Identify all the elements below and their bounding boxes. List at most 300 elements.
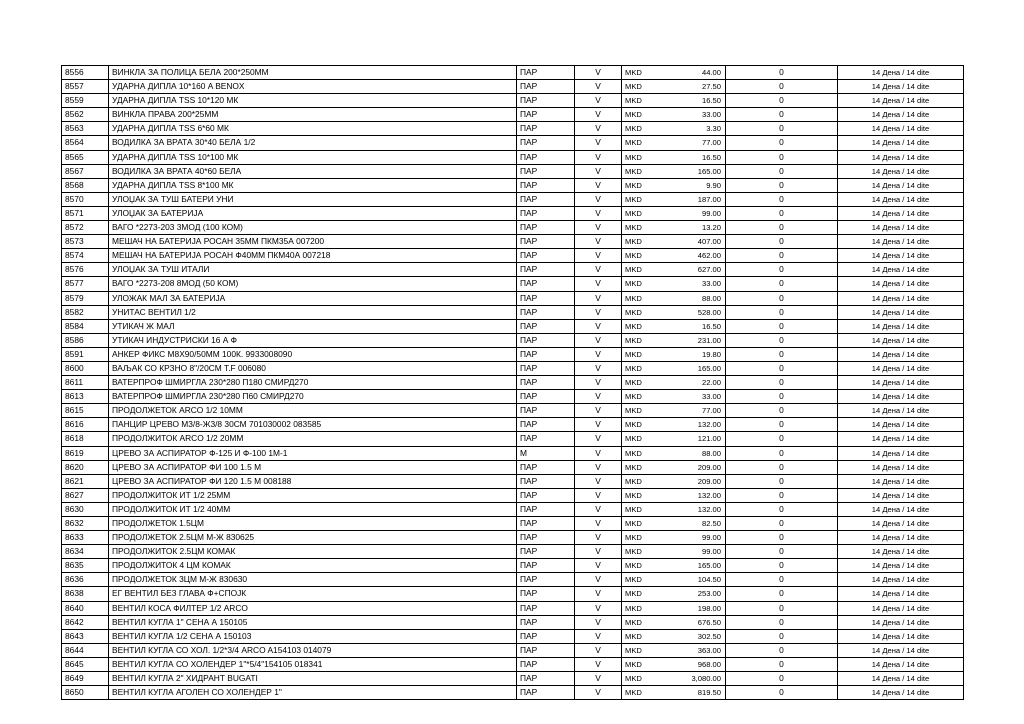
- unit-cell: ПАР: [517, 164, 575, 178]
- price-cell: 302.50: [654, 629, 726, 643]
- delivery-term-cell: 14 Дена / 14 dite: [838, 587, 964, 601]
- item-name-cell: УТИКАЧ Ж МАЛ: [109, 319, 517, 333]
- price-cell: 198.00: [654, 601, 726, 615]
- flag-cell: V: [575, 347, 622, 361]
- unit-cell: ПАР: [517, 376, 575, 390]
- flag-cell: V: [575, 122, 622, 136]
- quantity-cell: 0: [726, 150, 838, 164]
- currency-cell: MKD: [622, 221, 655, 235]
- unit-cell: ПАР: [517, 601, 575, 615]
- table-row: [62, 672, 964, 686]
- delivery-term-cell: 14 Дена / 14 dite: [838, 488, 964, 502]
- flag-cell: V: [575, 601, 622, 615]
- price-cell: 3,080.00: [654, 672, 726, 686]
- delivery-term-cell: 14 Дена / 14 dite: [838, 643, 964, 657]
- delivery-term-cell: 14 Дена / 14 dite: [838, 319, 964, 333]
- item-code-cell: 8621: [62, 474, 109, 488]
- flag-cell: V: [575, 573, 622, 587]
- table-row: [62, 122, 964, 136]
- currency-cell: MKD: [622, 136, 655, 150]
- unit-cell: ПАР: [517, 206, 575, 220]
- item-code-cell: 8586: [62, 333, 109, 347]
- unit-cell: ПАР: [517, 277, 575, 291]
- item-code-cell: 8576: [62, 263, 109, 277]
- item-name-cell: МЕШАЧ НА БАТЕРИЈА РОСАН Ф40ММ ПКМ40А 007218: [109, 249, 517, 263]
- table-row: [62, 150, 964, 164]
- quantity-cell: 0: [726, 108, 838, 122]
- unit-cell: ПАР: [517, 221, 575, 235]
- flag-cell: V: [575, 66, 622, 80]
- table-row: [62, 108, 964, 122]
- table-row: [62, 573, 964, 587]
- delivery-term-cell: 14 Дена / 14 dite: [838, 136, 964, 150]
- price-cell: 33.00: [654, 277, 726, 291]
- flag-cell: V: [575, 672, 622, 686]
- flag-cell: V: [575, 206, 622, 220]
- currency-cell: MKD: [622, 672, 655, 686]
- item-name-cell: ВЕНТИЛ КУГЛА 1/2 СЕНА А 150103: [109, 629, 517, 643]
- currency-cell: MKD: [622, 178, 655, 192]
- table-row: [62, 249, 964, 263]
- delivery-term-cell: 14 Дена / 14 dite: [838, 221, 964, 235]
- unit-cell: ПАР: [517, 672, 575, 686]
- unit-cell: ПАР: [517, 263, 575, 277]
- quantity-cell: 0: [726, 66, 838, 80]
- quantity-cell: 0: [726, 249, 838, 263]
- currency-cell: MKD: [622, 164, 655, 178]
- quantity-cell: 0: [726, 629, 838, 643]
- price-cell: 77.00: [654, 404, 726, 418]
- price-cell: 363.00: [654, 643, 726, 657]
- price-cell: 16.50: [654, 150, 726, 164]
- item-name-cell: ПРОДОЛЖЕТОК 1.5ЦМ: [109, 517, 517, 531]
- price-cell: 88.00: [654, 446, 726, 460]
- item-name-cell: УЛОЏАК ЗА ТУШ ИТАЛИ: [109, 263, 517, 277]
- unit-cell: ПАР: [517, 178, 575, 192]
- price-cell: 121.00: [654, 432, 726, 446]
- item-name-cell: УДАРНА ДИПЛА TSS 10*120 МК: [109, 94, 517, 108]
- delivery-term-cell: 14 Дена / 14 dite: [838, 390, 964, 404]
- flag-cell: V: [575, 319, 622, 333]
- item-code-cell: 8613: [62, 390, 109, 404]
- item-name-cell: АНКЕР ФИКС М8Х90/50ММ 100К. 9933008090: [109, 347, 517, 361]
- flag-cell: V: [575, 418, 622, 432]
- item-name-cell: ВАГО *2273-208 8МОД (50 КОМ): [109, 277, 517, 291]
- currency-cell: MKD: [622, 573, 655, 587]
- item-code-cell: 8559: [62, 94, 109, 108]
- price-cell: 9.90: [654, 178, 726, 192]
- table-row: [62, 66, 964, 80]
- currency-cell: MKD: [622, 347, 655, 361]
- flag-cell: V: [575, 263, 622, 277]
- delivery-term-cell: 14 Дена / 14 dite: [838, 686, 964, 700]
- quantity-cell: 0: [726, 277, 838, 291]
- item-name-cell: ПРОДОЛЖИТОК ИТ 1/2 25ММ: [109, 488, 517, 502]
- table-row: [62, 347, 964, 361]
- price-cell: 82.50: [654, 517, 726, 531]
- item-name-cell: ВАТЕРПРОФ ШМИРГЛА 230*280 П180 СМИРД270: [109, 376, 517, 390]
- table-row: [62, 164, 964, 178]
- quantity-cell: 0: [726, 390, 838, 404]
- table-row: [62, 94, 964, 108]
- item-code-cell: 8568: [62, 178, 109, 192]
- delivery-term-cell: 14 Дена / 14 dite: [838, 601, 964, 615]
- flag-cell: V: [575, 531, 622, 545]
- currency-cell: MKD: [622, 545, 655, 559]
- delivery-term-cell: 14 Дена / 14 dite: [838, 66, 964, 80]
- delivery-term-cell: 14 Дена / 14 dite: [838, 178, 964, 192]
- currency-cell: MKD: [622, 517, 655, 531]
- item-code-cell: 8640: [62, 601, 109, 615]
- unit-cell: ПАР: [517, 686, 575, 700]
- quantity-cell: 0: [726, 531, 838, 545]
- item-code-cell: 8584: [62, 319, 109, 333]
- table-row: [62, 531, 964, 545]
- item-name-cell: ВЕНТИЛ КУГЛА СО ХОЛЕНДЕР 1"*5/4"154105 018341: [109, 657, 517, 671]
- table-row: [62, 601, 964, 615]
- item-name-cell: ВАТЕРПРОФ ШМИРГЛА 230*280 П60 СМИРД270: [109, 390, 517, 404]
- currency-cell: MKD: [622, 559, 655, 573]
- item-code-cell: 8644: [62, 643, 109, 657]
- item-code-cell: 8570: [62, 192, 109, 206]
- table-row: [62, 559, 964, 573]
- delivery-term-cell: 14 Дена / 14 dite: [838, 517, 964, 531]
- unit-cell: ПАР: [517, 66, 575, 80]
- price-cell: 13.20: [654, 221, 726, 235]
- quantity-cell: 0: [726, 404, 838, 418]
- price-cell: 16.50: [654, 319, 726, 333]
- delivery-term-cell: 14 Дена / 14 dite: [838, 629, 964, 643]
- quantity-cell: 0: [726, 587, 838, 601]
- item-name-cell: ВОДИЛКА ЗА ВРАТА 40*60 БЕЛА: [109, 164, 517, 178]
- item-code-cell: 8611: [62, 376, 109, 390]
- price-cell: 676.50: [654, 615, 726, 629]
- price-cell: 209.00: [654, 460, 726, 474]
- table-row: [62, 263, 964, 277]
- flag-cell: V: [575, 221, 622, 235]
- item-name-cell: УЛОЏАК ЗА БАТЕРИЈА: [109, 206, 517, 220]
- item-code-cell: 8574: [62, 249, 109, 263]
- table-row: [62, 460, 964, 474]
- table-row: [62, 517, 964, 531]
- item-name-cell: ЦРЕВО ЗА АСПИРАТОР Ф-125 И Ф-100 1М-1: [109, 446, 517, 460]
- quantity-cell: 0: [726, 347, 838, 361]
- unit-cell: ПАР: [517, 319, 575, 333]
- price-cell: 104.50: [654, 573, 726, 587]
- table-row: [62, 178, 964, 192]
- item-code-cell: 8643: [62, 629, 109, 643]
- flag-cell: V: [575, 150, 622, 164]
- flag-cell: V: [575, 305, 622, 319]
- table-row: [62, 404, 964, 418]
- flag-cell: V: [575, 432, 622, 446]
- unit-cell: ПАР: [517, 517, 575, 531]
- item-name-cell: ЕГ ВЕНТИЛ БЕЗ ГЛАВА Ф+СПОЈК: [109, 587, 517, 601]
- price-list-table: [61, 65, 964, 700]
- price-cell: 132.00: [654, 502, 726, 516]
- delivery-term-cell: 14 Дена / 14 dite: [838, 460, 964, 474]
- item-name-cell: ВАГО *2273-203 3МОД (100 КОМ): [109, 221, 517, 235]
- delivery-term-cell: 14 Дена / 14 dite: [838, 235, 964, 249]
- quantity-cell: 0: [726, 460, 838, 474]
- currency-cell: MKD: [622, 587, 655, 601]
- flag-cell: V: [575, 277, 622, 291]
- item-name-cell: ПАНЦИР ЦРЕВО М3/8-Ж3/8 30СМ 701030002 083585: [109, 418, 517, 432]
- item-name-cell: МЕШАЧ НА БАТЕРИЈА РОСАН 35ММ ПКМ35А 007200: [109, 235, 517, 249]
- unit-cell: ПАР: [517, 629, 575, 643]
- currency-cell: MKD: [622, 235, 655, 249]
- unit-cell: ПАР: [517, 192, 575, 206]
- item-code-cell: 8563: [62, 122, 109, 136]
- item-code-cell: 8564: [62, 136, 109, 150]
- item-name-cell: ЦРЕВО ЗА АСПИРАТОР ФИ 120 1.5 М 008188: [109, 474, 517, 488]
- price-cell: 16.50: [654, 94, 726, 108]
- unit-cell: ПАР: [517, 291, 575, 305]
- currency-cell: MKD: [622, 94, 655, 108]
- item-code-cell: 8565: [62, 150, 109, 164]
- unit-cell: ПАР: [517, 432, 575, 446]
- quantity-cell: 0: [726, 502, 838, 516]
- currency-cell: MKD: [622, 460, 655, 474]
- delivery-term-cell: 14 Дена / 14 dite: [838, 277, 964, 291]
- quantity-cell: 0: [726, 291, 838, 305]
- item-code-cell: 8636: [62, 573, 109, 587]
- item-code-cell: 8567: [62, 164, 109, 178]
- item-name-cell: ВИНКЛА ПРАВА 200*25ММ: [109, 108, 517, 122]
- price-cell: 407.00: [654, 235, 726, 249]
- table-row: [62, 319, 964, 333]
- table-row: [62, 446, 964, 460]
- item-name-cell: ПРОДОЛЖЕТОК 2.5ЦМ М-Ж 830625: [109, 531, 517, 545]
- item-code-cell: 8582: [62, 305, 109, 319]
- flag-cell: V: [575, 80, 622, 94]
- item-name-cell: ПРОДОЛЖИТОК 2.5ЦМ КОМАК: [109, 545, 517, 559]
- flag-cell: V: [575, 192, 622, 206]
- item-name-cell: УЛОЖАК МАЛ ЗА БАТЕРИЈА: [109, 291, 517, 305]
- quantity-cell: 0: [726, 263, 838, 277]
- price-cell: 165.00: [654, 559, 726, 573]
- delivery-term-cell: 14 Дена / 14 dite: [838, 206, 964, 220]
- quantity-cell: 0: [726, 80, 838, 94]
- item-code-cell: 8633: [62, 531, 109, 545]
- table-row: [62, 361, 964, 375]
- currency-cell: MKD: [622, 249, 655, 263]
- flag-cell: V: [575, 502, 622, 516]
- flag-cell: V: [575, 291, 622, 305]
- quantity-cell: 0: [726, 446, 838, 460]
- quantity-cell: 0: [726, 517, 838, 531]
- flag-cell: V: [575, 517, 622, 531]
- currency-cell: MKD: [622, 80, 655, 94]
- currency-cell: MKD: [622, 122, 655, 136]
- table-row: [62, 545, 964, 559]
- item-name-cell: ВЕНТИЛ КУГЛА 1" СЕНА А 150105: [109, 615, 517, 629]
- currency-cell: MKD: [622, 376, 655, 390]
- flag-cell: V: [575, 460, 622, 474]
- item-name-cell: УДАРНА ДИПЛА TSS 8*100 МК: [109, 178, 517, 192]
- delivery-term-cell: 14 Дена / 14 dite: [838, 573, 964, 587]
- currency-cell: MKD: [622, 150, 655, 164]
- unit-cell: ПАР: [517, 573, 575, 587]
- flag-cell: V: [575, 488, 622, 502]
- currency-cell: MKD: [622, 390, 655, 404]
- flag-cell: V: [575, 249, 622, 263]
- item-code-cell: 8635: [62, 559, 109, 573]
- currency-cell: MKD: [622, 333, 655, 347]
- flag-cell: V: [575, 235, 622, 249]
- item-code-cell: 8572: [62, 221, 109, 235]
- table-row: [62, 474, 964, 488]
- unit-cell: ПАР: [517, 502, 575, 516]
- flag-cell: V: [575, 108, 622, 122]
- currency-cell: MKD: [622, 686, 655, 700]
- price-cell: 627.00: [654, 263, 726, 277]
- unit-cell: ПАР: [517, 136, 575, 150]
- unit-cell: ПАР: [517, 643, 575, 657]
- table-row: [62, 643, 964, 657]
- quantity-cell: 0: [726, 488, 838, 502]
- price-cell: 99.00: [654, 206, 726, 220]
- unit-cell: ПАР: [517, 305, 575, 319]
- item-code-cell: 8630: [62, 502, 109, 516]
- quantity-cell: 0: [726, 136, 838, 150]
- price-cell: 99.00: [654, 531, 726, 545]
- quantity-cell: 0: [726, 559, 838, 573]
- item-name-cell: ВАЉАК СО КРЗНО 8"/20СМ T.F 006080: [109, 361, 517, 375]
- delivery-term-cell: 14 Дена / 14 dite: [838, 672, 964, 686]
- currency-cell: MKD: [622, 192, 655, 206]
- table-row: [62, 235, 964, 249]
- unit-cell: ПАР: [517, 615, 575, 629]
- flag-cell: V: [575, 376, 622, 390]
- currency-cell: MKD: [622, 446, 655, 460]
- flag-cell: V: [575, 333, 622, 347]
- flag-cell: V: [575, 545, 622, 559]
- quantity-cell: 0: [726, 178, 838, 192]
- quantity-cell: 0: [726, 376, 838, 390]
- item-code-cell: 8616: [62, 418, 109, 432]
- delivery-term-cell: 14 Дена / 14 dite: [838, 150, 964, 164]
- quantity-cell: 0: [726, 192, 838, 206]
- table-row: [62, 376, 964, 390]
- currency-cell: MKD: [622, 404, 655, 418]
- unit-cell: ПАР: [517, 657, 575, 671]
- price-cell: 44.00: [654, 66, 726, 80]
- delivery-term-cell: 14 Дена / 14 dite: [838, 376, 964, 390]
- item-name-cell: УДАРНА ДИПЛА TSS 6*60 МК: [109, 122, 517, 136]
- currency-cell: MKD: [622, 615, 655, 629]
- item-code-cell: 8615: [62, 404, 109, 418]
- table-row: [62, 221, 964, 235]
- flag-cell: V: [575, 587, 622, 601]
- delivery-term-cell: 14 Дена / 14 dite: [838, 94, 964, 108]
- price-cell: 209.00: [654, 474, 726, 488]
- item-code-cell: 8627: [62, 488, 109, 502]
- item-code-cell: 8562: [62, 108, 109, 122]
- currency-cell: MKD: [622, 488, 655, 502]
- currency-cell: MKD: [622, 291, 655, 305]
- flag-cell: V: [575, 404, 622, 418]
- item-code-cell: 8600: [62, 361, 109, 375]
- delivery-term-cell: 14 Дена / 14 dite: [838, 122, 964, 136]
- currency-cell: MKD: [622, 361, 655, 375]
- quantity-cell: 0: [726, 615, 838, 629]
- table-row: [62, 418, 964, 432]
- quantity-cell: 0: [726, 643, 838, 657]
- quantity-cell: 0: [726, 418, 838, 432]
- item-code-cell: 8556: [62, 66, 109, 80]
- quantity-cell: 0: [726, 545, 838, 559]
- unit-cell: ПАР: [517, 418, 575, 432]
- item-code-cell: 8650: [62, 686, 109, 700]
- table-row: [62, 432, 964, 446]
- table-row: [62, 502, 964, 516]
- quantity-cell: 0: [726, 319, 838, 333]
- price-cell: 165.00: [654, 361, 726, 375]
- currency-cell: MKD: [622, 531, 655, 545]
- quantity-cell: 0: [726, 361, 838, 375]
- unit-cell: М: [517, 446, 575, 460]
- price-cell: 253.00: [654, 587, 726, 601]
- price-cell: 19.80: [654, 347, 726, 361]
- table-row: [62, 629, 964, 643]
- currency-cell: MKD: [622, 502, 655, 516]
- delivery-term-cell: 14 Дена / 14 dite: [838, 545, 964, 559]
- item-name-cell: УТИКАЧ ИНДУСТРИСКИ 16 А Ф: [109, 333, 517, 347]
- delivery-term-cell: 14 Дена / 14 dite: [838, 263, 964, 277]
- delivery-term-cell: 14 Дена / 14 dite: [838, 404, 964, 418]
- unit-cell: ПАР: [517, 347, 575, 361]
- flag-cell: V: [575, 559, 622, 573]
- price-cell: 22.00: [654, 376, 726, 390]
- unit-cell: ПАР: [517, 460, 575, 474]
- quantity-cell: 0: [726, 601, 838, 615]
- currency-cell: MKD: [622, 206, 655, 220]
- currency-cell: MKD: [622, 66, 655, 80]
- quantity-cell: 0: [726, 221, 838, 235]
- unit-cell: ПАР: [517, 531, 575, 545]
- flag-cell: V: [575, 686, 622, 700]
- item-code-cell: 8620: [62, 460, 109, 474]
- unit-cell: ПАР: [517, 545, 575, 559]
- item-code-cell: 8649: [62, 672, 109, 686]
- delivery-term-cell: 14 Дена / 14 dite: [838, 108, 964, 122]
- price-cell: 99.00: [654, 545, 726, 559]
- item-code-cell: 8577: [62, 277, 109, 291]
- price-cell: 33.00: [654, 390, 726, 404]
- delivery-term-cell: 14 Дена / 14 dite: [838, 249, 964, 263]
- item-name-cell: ВЕНТИЛ КОСА ФИЛТЕР 1/2 ARCO: [109, 601, 517, 615]
- price-cell: 819.50: [654, 686, 726, 700]
- item-name-cell: ПРОДОЛЖИТОК ARCO 1/2 20ММ: [109, 432, 517, 446]
- quantity-cell: 0: [726, 164, 838, 178]
- item-name-cell: ВОДИЛКА ЗА ВРАТА 30*40 БЕЛА 1/2: [109, 136, 517, 150]
- item-name-cell: УДАРНА ДИПЛА TSS 10*100 МК: [109, 150, 517, 164]
- item-code-cell: 8571: [62, 206, 109, 220]
- delivery-term-cell: 14 Дена / 14 dite: [838, 361, 964, 375]
- delivery-term-cell: 14 Дена / 14 dite: [838, 291, 964, 305]
- table-row: [62, 686, 964, 700]
- unit-cell: ПАР: [517, 108, 575, 122]
- unit-cell: ПАР: [517, 94, 575, 108]
- price-cell: 3.30: [654, 122, 726, 136]
- item-name-cell: ВЕНТИЛ КУГЛА СО ХОЛ. 1/2*3/4 ARCO A154103 014079: [109, 643, 517, 657]
- delivery-term-cell: 14 Дена / 14 dite: [838, 164, 964, 178]
- unit-cell: ПАР: [517, 122, 575, 136]
- table-row: [62, 206, 964, 220]
- item-name-cell: ВЕНТИЛ КУГЛА АГОЛЕН СО ХОЛЕНДЕР 1": [109, 686, 517, 700]
- unit-cell: ПАР: [517, 333, 575, 347]
